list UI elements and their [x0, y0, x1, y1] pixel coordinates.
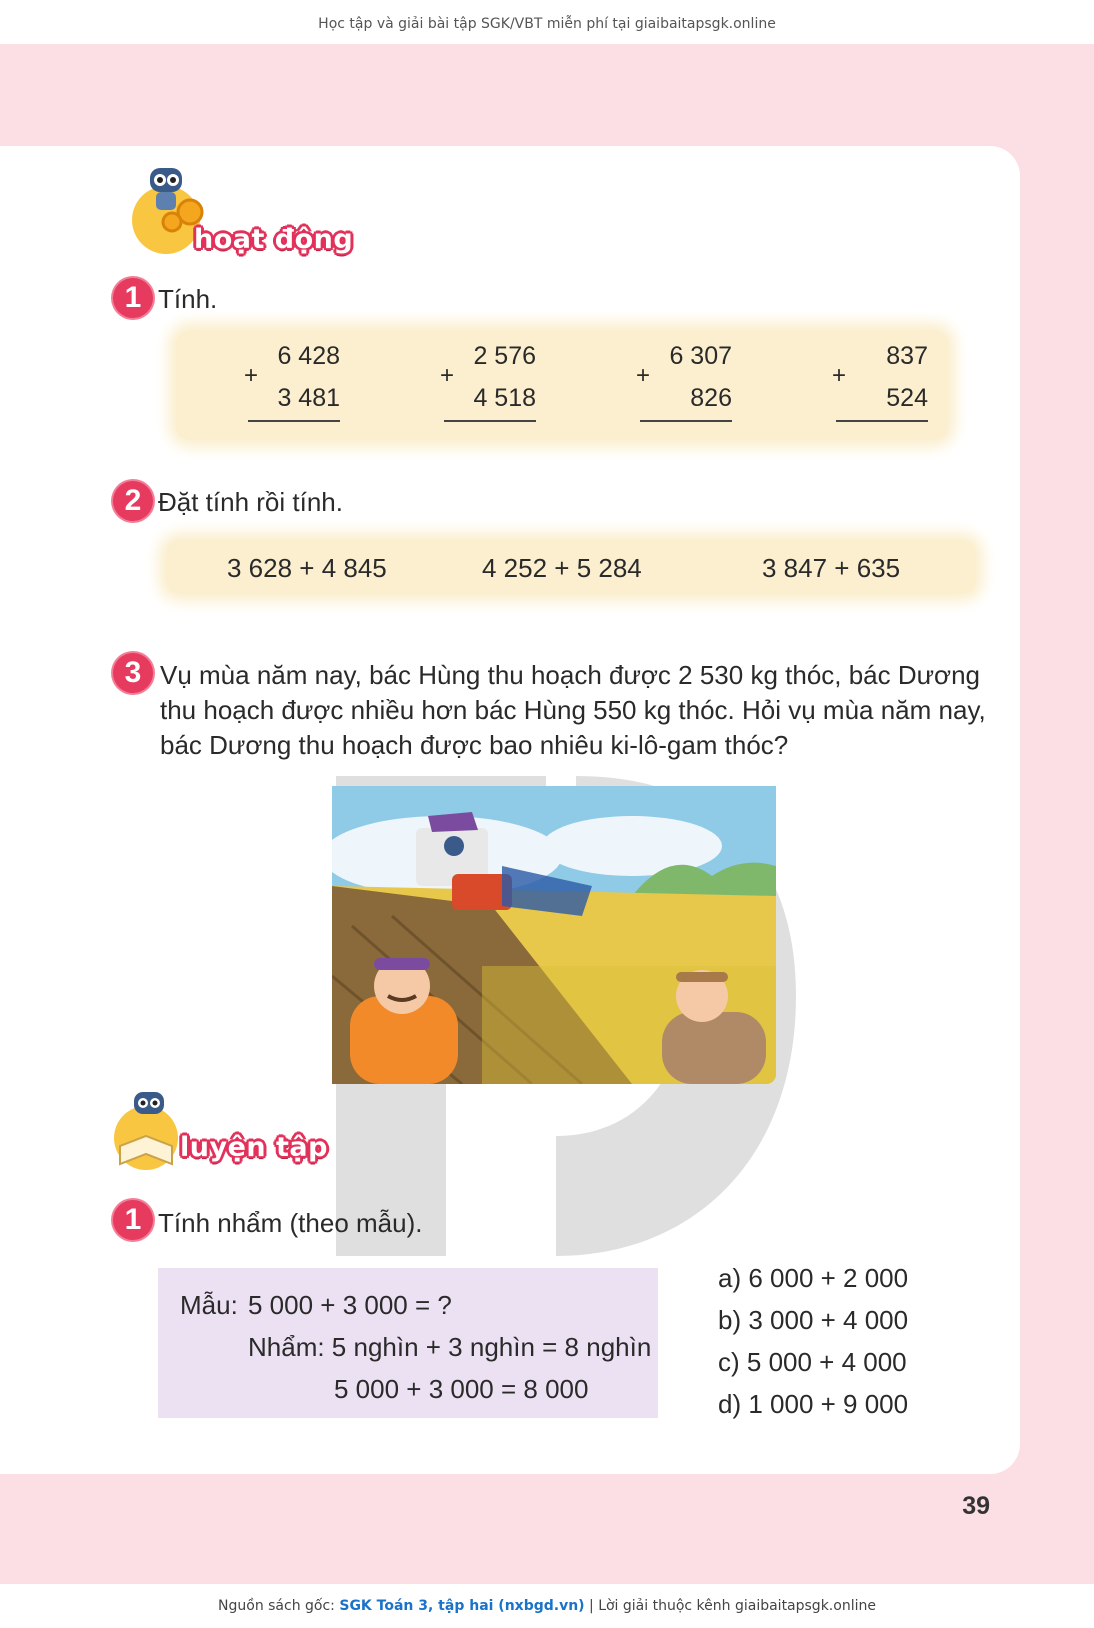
question-number-badge: 3	[113, 653, 153, 693]
footer-suffix: | Lời giải thuộc kênh giaibaitapsgk.online	[584, 1598, 876, 1614]
word-problem-text: Vụ mùa năm nay, bác Hùng thu hoạch được 2 530 kg thóc, bác Dương thu hoạch được nhiều hơn bác Hùng 550 kg thóc. Hỏi vụ mùa năm nay, bác Dương thu hoạch được bao nhiêu ki-lô-gam thóc?	[160, 660, 986, 760]
option-item: d) 1 000 + 9 000	[718, 1389, 909, 1419]
plus-sign: +	[636, 362, 651, 389]
footer-prefix: Nguồn sách gốc:	[218, 1598, 340, 1614]
question-title: Tính.	[158, 284, 218, 314]
question-number-badge: 1	[113, 1200, 153, 1240]
plus-sign: +	[244, 362, 259, 389]
site-header-text: Học tập và giải bài tập SGK/VBT miễn phí tại giaibaitapsgk.online	[318, 16, 776, 32]
question-number-badge: 1	[113, 278, 153, 318]
example-line: 5 000 + 3 000 = ?	[248, 1290, 452, 1320]
addend-bottom: 4 518	[473, 384, 536, 412]
sum-line	[836, 420, 928, 422]
site-footer	[0, 1584, 1094, 1626]
plus-sign: +	[440, 362, 455, 389]
sum-line	[640, 420, 732, 422]
example-box	[158, 1268, 658, 1418]
example-line: 5 000 + 3 000 = 8 000	[334, 1374, 589, 1404]
question-title: Tính nhẩm (theo mẫu).	[158, 1208, 423, 1238]
addend-bottom: 3 481	[277, 384, 340, 412]
addend-top: 2 576	[473, 342, 536, 370]
option-item: a) 6 000 + 2 000	[718, 1263, 909, 1293]
option-item: b) 3 000 + 4 000	[718, 1305, 909, 1335]
expression: 4 252 + 5 284	[482, 553, 642, 583]
robot-book-icon	[110, 1086, 190, 1172]
site-header	[0, 0, 1094, 44]
footer-source-link[interactable]: SGK Toán 3, tập hai (nxbgd.vn)	[339, 1598, 585, 1614]
page-number: 39	[962, 1492, 990, 1520]
sum-line	[444, 420, 536, 422]
question-number-badge: 2	[113, 481, 153, 521]
plus-sign: +	[832, 362, 847, 389]
question-title: Đặt tính rồi tính.	[158, 487, 343, 517]
addend-bottom: 524	[886, 384, 928, 412]
sum-line	[248, 420, 340, 422]
expression: 3 847 + 635	[762, 553, 901, 583]
addend-bottom: 826	[690, 384, 732, 412]
example-label: Mẫu:	[180, 1290, 238, 1320]
addend-top: 6 428	[277, 342, 340, 370]
expression: 3 628 + 4 845	[227, 553, 387, 583]
section-title-activity: hoạt động	[194, 224, 354, 255]
addend-top: 6 307	[669, 342, 732, 370]
example-line: Nhẩm: 5 nghìn + 3 nghìn = 8 nghìn	[248, 1332, 652, 1362]
harvest-illustration	[332, 786, 776, 1084]
addend-top: 837	[886, 342, 928, 370]
section-title-practice: luyện tập	[180, 1132, 328, 1163]
option-item: c) 5 000 + 4 000	[718, 1347, 907, 1377]
